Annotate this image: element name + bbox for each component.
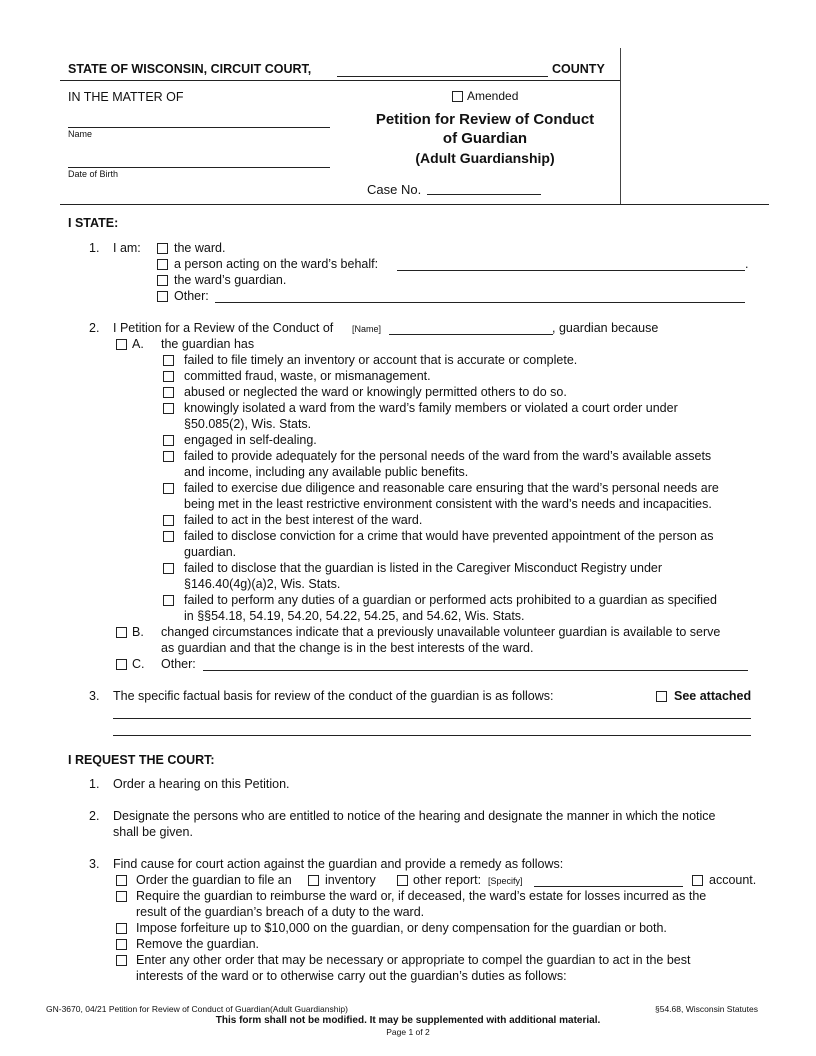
remedy-text: Require the guardian to reimburse the ward or, if deceased, the ward’s estate for losses incurred as the <box>136 889 707 903</box>
i-am-ward-checkbox[interactable] <box>157 243 168 254</box>
remedy-file-checkbox[interactable] <box>116 875 127 886</box>
option-c-text: Other: <box>161 657 196 671</box>
name-field[interactable] <box>68 127 330 128</box>
state-item2-text2: , guardian because <box>552 321 659 335</box>
inventory-checkbox[interactable] <box>308 875 319 886</box>
request-item3-text: Find cause for court action against the guardian and provide a remedy as follows: <box>113 857 564 871</box>
option-b-text: as guardian and that the change is in the best interests of the ward. <box>161 641 534 655</box>
reason-self-dealing-checkbox[interactable] <box>163 435 174 446</box>
account-label: account. <box>709 873 757 887</box>
option-b-checkbox[interactable] <box>116 627 127 638</box>
footer-notice: This form shall not be modified. It may be supplemented with additional material. <box>215 1015 601 1026</box>
reason-due-diligence-checkbox[interactable] <box>163 483 174 494</box>
county-field[interactable] <box>337 76 548 77</box>
request-item1-text: Order a hearing on this Petition. <box>113 777 290 791</box>
reason-text: abused or neglected the ward or knowingly permitted others to do so. <box>184 385 567 399</box>
reason-text: §146.40(4g)(a)2, Wis. Stats. <box>184 577 341 591</box>
reason-text: failed to disclose conviction for a crime that would have prevented appointment of the person as <box>184 529 714 543</box>
reason-text: guardian. <box>184 545 237 559</box>
other-report-label: other report: <box>413 873 482 887</box>
reason-duties-checkbox[interactable] <box>163 595 174 606</box>
factual-basis-line-2[interactable] <box>113 735 751 736</box>
option-a-letter: A. <box>132 337 144 351</box>
other-report-checkbox[interactable] <box>397 875 408 886</box>
i-am-guardian-checkbox[interactable] <box>157 275 168 286</box>
remedy-text: interests of the ward or to otherwise carry out the guardian’s duties as follows: <box>136 969 567 983</box>
remedy-text: result of the guardian’s breach of a duty to the ward. <box>136 905 425 919</box>
request-item2-text: shall be given. <box>113 825 193 839</box>
reason-text: failed to act in the best interest of the ward. <box>184 513 423 527</box>
remedy-reimburse-checkbox[interactable] <box>116 891 127 902</box>
amended-label: Amended <box>467 89 519 103</box>
header-rule-bottom <box>60 204 769 205</box>
page-title-line2: of Guardian <box>442 130 528 147</box>
court-label: STATE OF WISCONSIN, CIRCUIT COURT, <box>68 62 312 76</box>
request-item2-number: 2. <box>89 809 100 823</box>
i-am-guardian-label: the ward’s guardian. <box>174 273 287 287</box>
header-rule-1 <box>60 80 620 81</box>
remedy-file-text: Order the guardian to file an <box>136 873 292 887</box>
option-a-text: the guardian has <box>161 337 255 351</box>
state-item3-text: The specific factual basis for review of the conduct of the guardian is as follows: <box>113 689 554 703</box>
behalf-field[interactable] <box>397 270 745 271</box>
reason-abuse-checkbox[interactable] <box>163 387 174 398</box>
reason-text: engaged in self-dealing. <box>184 433 317 447</box>
inventory-label: inventory <box>325 873 376 887</box>
reason-conviction-checkbox[interactable] <box>163 531 174 542</box>
state-heading: I STATE: <box>68 216 119 230</box>
page-title-line1: Petition for Review of Conduct <box>375 111 595 128</box>
i-am-other-label: Other: <box>174 289 209 303</box>
request-heading: I REQUEST THE COURT: <box>68 753 215 767</box>
case-no-field[interactable] <box>427 194 541 195</box>
reason-text: in §§54.18, 54.19, 54.20, 54.22, 54.25, and 54.62, Wis. Stats. <box>184 609 525 623</box>
request-item3-number: 3. <box>89 857 100 871</box>
dob-field[interactable] <box>68 167 330 168</box>
reason-registry-checkbox[interactable] <box>163 563 174 574</box>
guardian-name-hint: [Name] <box>352 324 382 334</box>
i-am-behalf-label: a person acting on the ward’s behalf: <box>174 257 379 271</box>
remedy-other-order-checkbox[interactable] <box>116 955 127 966</box>
state-item2-number: 2. <box>89 321 100 335</box>
reason-text: knowingly isolated a ward from the ward’s family members or violated a court order under <box>184 401 678 415</box>
option-b-text: changed circumstances indicate that a previously unavailable volunteer guardian is available to serve <box>161 625 721 639</box>
reason-text: §50.085(2), Wis. Stats. <box>184 417 312 431</box>
county-label: COUNTY <box>552 62 605 76</box>
account-checkbox[interactable] <box>692 875 703 886</box>
reason-best-interest-checkbox[interactable] <box>163 515 174 526</box>
state-item2-text: I Petition for a Review of the Conduct of <box>113 321 334 335</box>
option-b-letter: B. <box>132 625 144 639</box>
behalf-period: . <box>745 257 749 271</box>
see-attached-label: See attached <box>674 689 752 703</box>
name-label: Name <box>68 129 93 139</box>
option-c-field[interactable] <box>203 670 748 671</box>
i-am-behalf-checkbox[interactable] <box>157 259 168 270</box>
reason-text: and income, including any available public benefits. <box>184 465 469 479</box>
state-item3-number: 3. <box>89 689 100 703</box>
reason-text: committed fraud, waste, or mismanagement. <box>184 369 431 383</box>
remedy-text: Impose forfeiture up to $10,000 on the guardian, or deny compensation for the guardian or both. <box>136 921 667 935</box>
reason-isolation-checkbox[interactable] <box>163 403 174 414</box>
remedy-forfeiture-checkbox[interactable] <box>116 923 127 934</box>
amended-checkbox[interactable] <box>452 91 463 102</box>
guardian-name-field[interactable] <box>389 334 553 335</box>
dob-label: Date of Birth <box>68 169 119 179</box>
option-a-checkbox[interactable] <box>116 339 127 350</box>
reason-text: failed to disclose that the guardian is listed in the Caregiver Misconduct Registry under <box>184 561 663 575</box>
matter-label: IN THE MATTER OF <box>68 90 184 104</box>
option-c-checkbox[interactable] <box>116 659 127 670</box>
option-c-letter: C. <box>132 657 145 671</box>
state-item1-label: I am: <box>113 241 141 255</box>
request-item1-number: 1. <box>89 777 100 791</box>
statute-reference: §54.68, Wisconsin Statutes <box>654 1004 758 1014</box>
remedy-text: Enter any other order that may be necessary or appropriate to compel the guardian to act in the best <box>136 953 691 967</box>
request-item2-text: Designate the persons who are entitled to notice of the hearing and designate the manner in which the notice <box>113 809 716 823</box>
state-item1-number: 1. <box>89 241 100 255</box>
reason-text: failed to exercise due diligence and reasonable care ensuring that the ward’s personal needs are <box>184 481 719 495</box>
reason-personal-needs-checkbox[interactable] <box>163 451 174 462</box>
form-id: GN-3670, 04/21 Petition for Review of Conduct of Guardian(Adult Guardianship) <box>46 1004 348 1014</box>
reason-text: being met in the least restrictive environment consistent with the ward’s needs and incapacities. <box>184 497 712 511</box>
factual-basis-line-1[interactable] <box>113 718 751 719</box>
other-report-field[interactable] <box>534 886 683 887</box>
page-title-line3: (Adult Guardianship) <box>415 150 555 166</box>
other-report-hint: [Specify] <box>488 876 523 886</box>
case-no-label: Case No. <box>367 182 422 197</box>
remedy-text: Remove the guardian. <box>136 937 259 951</box>
reason-text: failed to provide adequately for the personal needs of the ward from the ward’s available assets <box>184 449 712 463</box>
see-attached-checkbox[interactable] <box>656 691 667 702</box>
remedy-remove-checkbox[interactable] <box>116 939 127 950</box>
page-number: Page 1 of 2 <box>386 1027 430 1037</box>
i-am-other-field[interactable] <box>215 302 745 303</box>
reason-text: failed to perform any duties of a guardian or performed acts prohibited to a guardian as specified <box>184 593 717 607</box>
reason-fraud-checkbox[interactable] <box>163 371 174 382</box>
reason-text: failed to file timely an inventory or account that is accurate or complete. <box>184 353 578 367</box>
reason-inventory-checkbox[interactable] <box>163 355 174 366</box>
i-am-ward-label: the ward. <box>174 241 226 255</box>
i-am-other-checkbox[interactable] <box>157 291 168 302</box>
